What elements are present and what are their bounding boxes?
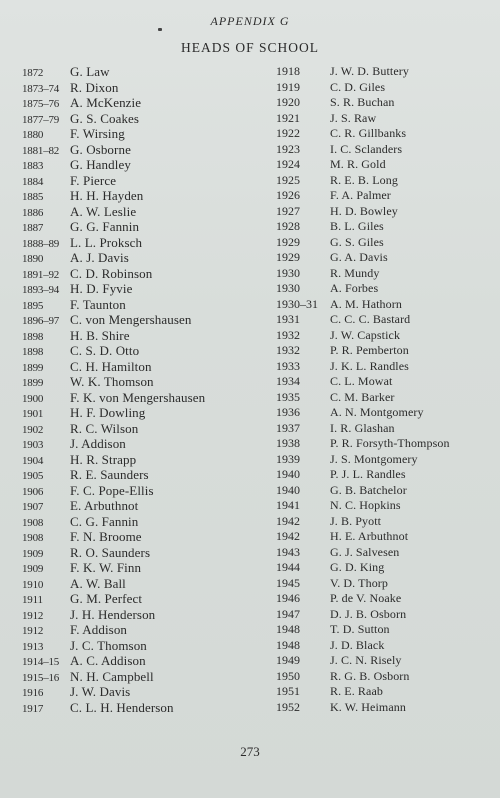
entry-name: F. Wirsing xyxy=(70,126,125,141)
head-entry xyxy=(22,467,272,483)
entry-name: P. de V. Noake xyxy=(330,591,402,605)
entry-year: 1898 xyxy=(22,330,44,343)
entry-year: 1923 xyxy=(276,141,300,156)
entry-year: 1905 xyxy=(22,470,44,482)
entry-year: 1906 xyxy=(22,485,44,498)
entry-name: C. R. Gillbanks xyxy=(330,126,407,140)
entry-name: A. C. Addison xyxy=(70,653,146,668)
head-entry xyxy=(276,421,491,437)
entry-year: 1872 xyxy=(22,67,44,79)
ink-mark xyxy=(158,28,162,31)
head-entry xyxy=(276,173,491,189)
entry-name: J. W. Capstick xyxy=(330,327,401,342)
head-entry xyxy=(22,95,272,111)
head-entry xyxy=(276,126,491,142)
entry-year: 1910 xyxy=(22,578,44,591)
entry-name: K. W. Heimann xyxy=(330,699,406,714)
entry-year: 1920 xyxy=(276,95,300,109)
head-entry xyxy=(22,250,272,266)
entry-year: 1944 xyxy=(276,560,300,574)
head-entry xyxy=(22,514,272,530)
entry-year: 1925 xyxy=(276,172,300,187)
entry-year: 1917 xyxy=(22,702,44,715)
entry-year: 1940 xyxy=(276,467,300,481)
entry-name: J. W. Davis xyxy=(70,684,131,699)
entry-name: M. R. Gold xyxy=(330,157,386,171)
entry-year: 1891–92 xyxy=(22,268,60,281)
entry-year: 1918 xyxy=(276,64,300,78)
head-entry xyxy=(276,219,491,235)
entry-name: J. B. Pyott xyxy=(330,513,382,528)
entry-name: S. R. Buchan xyxy=(330,95,395,109)
entry-year: 1909 xyxy=(22,563,44,575)
appendix-title: APPENDIX G xyxy=(210,14,290,28)
head-entry xyxy=(22,173,272,189)
entry-year: 1913 xyxy=(22,640,44,653)
head-entry xyxy=(276,545,491,561)
head-entry xyxy=(22,607,272,623)
head-entry xyxy=(276,235,491,251)
entry-year: 1912 xyxy=(22,609,44,622)
head-entry xyxy=(276,467,491,483)
head-entry xyxy=(22,188,272,204)
entry-year: 1930 xyxy=(276,281,300,295)
entry-year: 1951 xyxy=(276,684,300,698)
entry-year: 1931 xyxy=(276,312,300,326)
entry-name: P. R. Forsyth-Thompson xyxy=(330,436,450,450)
head-entry xyxy=(276,64,491,80)
entry-year: 1899 xyxy=(22,377,44,389)
head-entry xyxy=(22,576,272,592)
head-entry xyxy=(22,638,272,654)
head-entry xyxy=(276,188,491,204)
entry-year: 1930 xyxy=(276,265,300,280)
entry-year: 1883 xyxy=(22,160,44,172)
entry-year: 1926 xyxy=(276,188,300,202)
head-entry xyxy=(276,142,491,158)
entry-name: R. Mundy xyxy=(330,265,380,280)
head-entry xyxy=(22,452,272,468)
entry-name: C. L. Mowat xyxy=(330,374,393,388)
entry-name: J. C. N. Risely xyxy=(330,653,402,667)
head-entry xyxy=(276,529,491,545)
entry-year: 1916 xyxy=(22,687,44,699)
entry-name: G. M. Perfect xyxy=(70,591,143,606)
entry-year: 1884 xyxy=(22,175,44,188)
entry-name: J. S. Montgomery xyxy=(330,451,418,466)
entry-name: H. B. Shire xyxy=(70,327,130,343)
head-entry xyxy=(22,405,272,421)
head-entry xyxy=(276,266,491,282)
entry-year: 1914–15 xyxy=(22,656,60,668)
entry-year: 1904 xyxy=(22,454,44,467)
entry-year: 1942 xyxy=(276,529,300,543)
entry-name: J. H. Henderson xyxy=(70,606,156,622)
entry-year: 1908 xyxy=(22,516,44,529)
entry-name: A. N. Montgomery xyxy=(330,405,424,419)
entry-name: J. D. Black xyxy=(330,637,385,652)
entry-name: C. D. Giles xyxy=(330,79,386,94)
entry-year: 1932 xyxy=(276,343,300,357)
entry-year: 1939 xyxy=(276,451,300,466)
head-entry xyxy=(276,250,491,266)
entry-name: R. Dixon xyxy=(70,79,119,95)
head-entry xyxy=(22,235,272,251)
head-entry xyxy=(22,80,272,96)
head-entry xyxy=(276,700,491,716)
entry-year: 1915–16 xyxy=(22,671,60,684)
heads-list-left-column xyxy=(22,64,272,715)
entry-year: 1932 xyxy=(276,327,300,342)
entry-year: 1890 xyxy=(22,253,44,265)
head-entry xyxy=(22,328,272,344)
entry-year: 1898 xyxy=(22,346,44,358)
head-entry xyxy=(22,359,272,375)
entry-year: 1903 xyxy=(22,439,44,451)
entry-name: A. W. Leslie xyxy=(70,203,137,219)
head-entry xyxy=(22,219,272,235)
head-entry xyxy=(276,684,491,700)
entry-name: G. D. King xyxy=(330,560,385,574)
entry-name: P. J. L. Randles xyxy=(330,467,406,481)
entry-name: C. S. D. Otto xyxy=(70,343,140,358)
entry-name: G. G. Fannin xyxy=(70,219,140,234)
entry-year: 1949 xyxy=(276,653,300,667)
entry-name: R. E. B. Long xyxy=(330,172,398,187)
head-entry xyxy=(276,111,491,127)
entry-name: G. S. Coakes xyxy=(70,110,140,126)
entry-name: J. W. D. Buttery xyxy=(330,64,409,78)
head-entry xyxy=(276,297,491,313)
entry-name: G. Law xyxy=(70,64,110,79)
head-entry xyxy=(22,669,272,685)
entry-year: 1907 xyxy=(22,501,44,513)
entry-name: I. C. Sclanders xyxy=(330,141,403,156)
head-entry xyxy=(22,529,272,545)
head-entry xyxy=(276,591,491,607)
head-entry xyxy=(276,498,491,514)
head-entry xyxy=(22,545,272,561)
head-entry xyxy=(276,653,491,669)
head-entry xyxy=(276,281,491,297)
entry-name: G. Osborne xyxy=(70,141,131,157)
head-entry xyxy=(22,126,272,142)
entry-name: B. L. Giles xyxy=(330,219,384,233)
entry-year: 1930–31 xyxy=(276,296,318,311)
entry-name: R. G. B. Osborn xyxy=(330,668,410,683)
head-entry xyxy=(22,421,272,437)
entry-year: 1887 xyxy=(22,222,44,234)
head-entry xyxy=(22,343,272,359)
entry-year: 1873–74 xyxy=(22,82,60,95)
entry-year: 1902 xyxy=(22,423,44,436)
head-entry xyxy=(276,607,491,623)
entry-name: G. S. Giles xyxy=(330,234,384,249)
entry-year: 1941 xyxy=(276,498,300,512)
entry-year: 1924 xyxy=(276,157,300,171)
heads-list-right-column xyxy=(276,64,491,715)
entry-year: 1909 xyxy=(22,547,44,560)
entry-year: 1936 xyxy=(276,405,300,419)
entry-name: P. R. Pemberton xyxy=(330,343,409,357)
entry-name: I. R. Glashan xyxy=(330,420,395,435)
entry-name: A. W. Ball xyxy=(70,575,126,591)
head-entry xyxy=(276,638,491,654)
head-entry xyxy=(276,560,491,576)
head-entry xyxy=(22,498,272,514)
entry-year: 1945 xyxy=(276,575,300,590)
head-entry xyxy=(22,560,272,576)
entry-name: F. N. Broome xyxy=(70,529,142,544)
head-entry xyxy=(276,514,491,530)
head-entry xyxy=(22,591,272,607)
entry-name: F. C. Pope-Ellis xyxy=(70,482,154,498)
entry-name: H. R. Strapp xyxy=(70,451,137,467)
entry-name: V. D. Thorp xyxy=(330,575,388,590)
head-entry xyxy=(276,452,491,468)
head-entry xyxy=(22,111,272,127)
entry-name: F. K. von Mengershausen xyxy=(70,389,206,405)
head-entry xyxy=(276,157,491,173)
entry-name: D. J. B. Osborn xyxy=(330,606,407,621)
head-entry xyxy=(22,157,272,173)
entry-year: 1922 xyxy=(276,126,300,140)
entry-name: J. C. Thomson xyxy=(70,637,147,653)
entry-name: H. D. Bowley xyxy=(330,203,398,218)
head-entry xyxy=(22,653,272,669)
entry-name: C. C. C. Bastard xyxy=(330,312,411,326)
head-entry xyxy=(276,669,491,685)
entry-year: 1948 xyxy=(276,637,300,652)
head-entry xyxy=(276,359,491,375)
entry-year: 1911 xyxy=(22,594,43,606)
entry-year: 1950 xyxy=(276,668,300,683)
entry-year: 1908 xyxy=(22,532,44,544)
entry-year: 1937 xyxy=(276,420,300,435)
head-entry xyxy=(276,483,491,499)
entry-year: 1929 xyxy=(276,234,300,249)
entry-name: C. G. Fannin xyxy=(70,513,139,529)
entry-name: J. S. Raw xyxy=(330,110,377,125)
entry-name: A. M. Hathorn xyxy=(330,296,402,311)
head-entry xyxy=(276,80,491,96)
entry-name: A. Forbes xyxy=(330,281,379,295)
head-entry xyxy=(276,622,491,638)
entry-name: J. Addison xyxy=(70,436,126,451)
entry-year: 1929 xyxy=(276,250,300,264)
entry-name: R. E. Saunders xyxy=(70,467,149,482)
entry-year: 1885 xyxy=(22,191,44,203)
entry-year: 1947 xyxy=(276,606,300,621)
entry-year: 1935 xyxy=(276,389,300,404)
entry-name: E. Arbuthnot xyxy=(70,498,139,513)
entry-name: G. B. Batchelor xyxy=(330,482,407,497)
head-entry xyxy=(276,343,491,359)
entry-name: N. C. Hopkins xyxy=(330,498,401,512)
head-entry xyxy=(22,266,272,282)
head-entry xyxy=(276,374,491,390)
entry-year: 1880 xyxy=(22,129,44,141)
entry-year: 1896–97 xyxy=(22,315,60,327)
entry-year: 1886 xyxy=(22,206,44,219)
entry-name: F. A. Palmer xyxy=(330,188,391,202)
entry-year: 1942 xyxy=(276,513,300,528)
entry-year: 1875–76 xyxy=(22,98,60,110)
head-entry xyxy=(22,297,272,313)
entry-name: H. D. Fyvie xyxy=(70,281,133,296)
head-entry xyxy=(276,390,491,406)
head-entry xyxy=(22,622,272,638)
entry-year: 1899 xyxy=(22,361,44,374)
head-entry xyxy=(276,204,491,220)
entry-name: R. O. Saunders xyxy=(70,544,151,560)
head-entry xyxy=(276,95,491,111)
head-entry xyxy=(22,483,272,499)
entry-name: F. Addison xyxy=(70,622,128,637)
entry-year: 1934 xyxy=(276,374,300,388)
head-entry xyxy=(22,374,272,390)
entry-year: 1948 xyxy=(276,622,300,636)
entry-name: G. Handley xyxy=(70,157,131,172)
entry-name: C. von Mengershausen xyxy=(70,312,192,327)
entry-name: R. C. Wilson xyxy=(70,420,139,436)
entry-year: 1933 xyxy=(276,358,300,373)
entry-year: 1946 xyxy=(276,591,300,605)
entry-year: 1921 xyxy=(276,110,300,125)
head-entry xyxy=(22,700,272,716)
entry-year: 1927 xyxy=(276,203,300,218)
entry-name: A. McKenzie xyxy=(70,95,142,110)
entry-name: R. E. Raab xyxy=(330,684,383,698)
head-entry xyxy=(22,204,272,220)
entry-name: T. D. Sutton xyxy=(330,622,390,636)
page-number: 273 xyxy=(240,744,260,759)
head-entry xyxy=(22,64,272,80)
entry-year: 1940 xyxy=(276,482,300,497)
entry-year: 1938 xyxy=(276,436,300,450)
entry-year: 1900 xyxy=(22,392,44,405)
entry-year: 1877–79 xyxy=(22,113,60,126)
entry-name: N. H. Campbell xyxy=(70,668,154,684)
entry-name: H. H. Hayden xyxy=(70,188,144,203)
entry-year: 1928 xyxy=(276,219,300,233)
entry-year: 1888–89 xyxy=(22,237,60,250)
entry-name: C. L. H. Henderson xyxy=(70,699,174,715)
entry-name: C. M. Barker xyxy=(330,389,395,404)
entry-year: 1919 xyxy=(276,79,300,94)
entry-name: H. E. Arbuthnot xyxy=(330,529,409,543)
entry-year: 1943 xyxy=(276,544,300,559)
entry-name: F. Taunton xyxy=(70,296,126,312)
head-entry xyxy=(276,576,491,592)
entry-name: F. Pierce xyxy=(70,172,117,188)
entry-year: 1952 xyxy=(276,699,300,714)
entry-year: 1893–94 xyxy=(22,284,60,296)
head-entry xyxy=(22,684,272,700)
entry-name: J. K. L. Randles xyxy=(330,358,409,373)
head-entry xyxy=(276,405,491,421)
page-heading: HEADS OF SCHOOL xyxy=(180,40,320,55)
head-entry xyxy=(22,312,272,328)
head-entry xyxy=(276,436,491,452)
head-entry xyxy=(276,328,491,344)
entry-name: G. J. Salvesen xyxy=(330,544,400,559)
entry-name: C. H. Hamilton xyxy=(70,358,152,374)
head-entry xyxy=(22,436,272,452)
entry-name: G. A. Davis xyxy=(330,250,388,264)
head-entry xyxy=(22,142,272,158)
entry-name: A. J. Davis xyxy=(70,250,129,265)
entry-year: 1912 xyxy=(22,625,44,637)
entry-year: 1881–82 xyxy=(22,144,60,157)
head-entry xyxy=(276,312,491,328)
entry-name: L. L. Proksch xyxy=(70,234,143,250)
head-entry xyxy=(22,390,272,406)
entry-name: C. D. Robinson xyxy=(70,265,153,281)
entry-year: 1901 xyxy=(22,408,44,420)
entry-name: W. K. Thomson xyxy=(70,374,154,389)
entry-name: H. F. Dowling xyxy=(70,405,146,420)
head-entry xyxy=(22,281,272,297)
entry-name: F. K. W. Finn xyxy=(70,560,142,575)
entry-year: 1895 xyxy=(22,299,44,312)
